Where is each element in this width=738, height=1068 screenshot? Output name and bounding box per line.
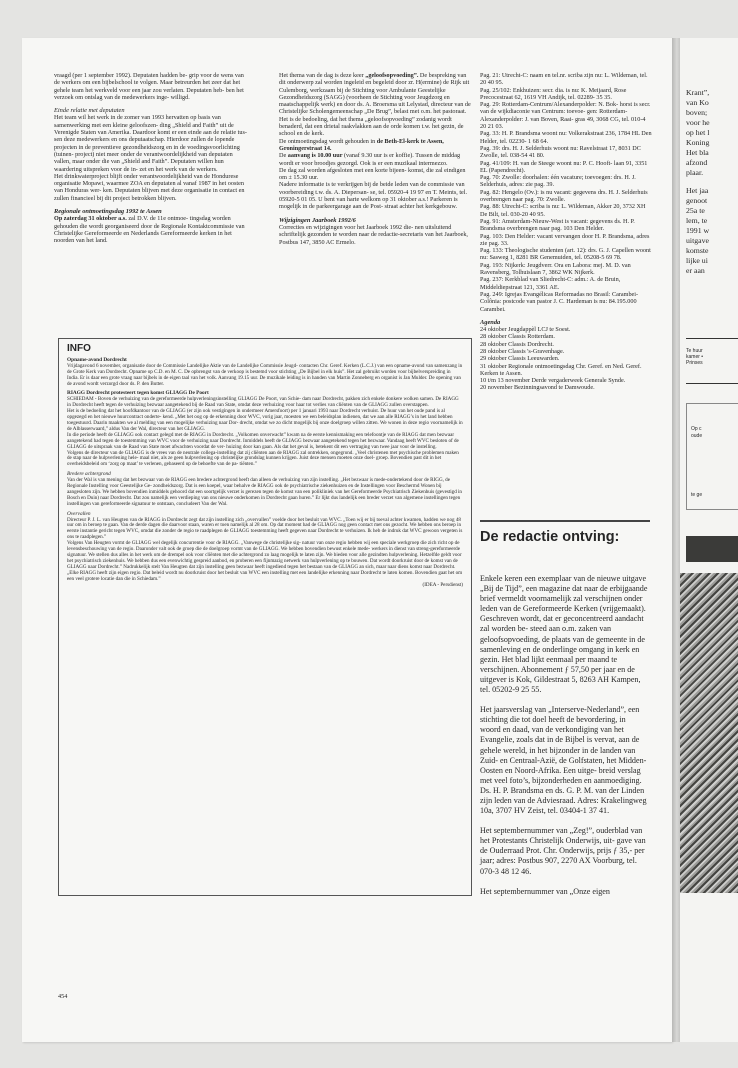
next-page-para bbox=[686, 88, 738, 178]
column-2 bbox=[279, 72, 471, 246]
correction-item: Pag. 88: Utrecht-C: scriba is nu: L. Wildeman, Akker 20, 3732 XH De Bilt, tel. 030-20 40 95. bbox=[480, 203, 646, 218]
agenda-item: 28 oktober Classis Dordrecht. bbox=[480, 340, 554, 348]
next-line: 1991 w bbox=[686, 226, 710, 235]
info-title: INFO bbox=[67, 343, 91, 354]
agenda-item: 31 oktober Regionale ontmoetingsdag Chr. Geref. en Ned. Geref. Kerken te Assen. bbox=[480, 362, 642, 377]
next-line: lijke ui bbox=[686, 256, 708, 265]
next-line: op het l bbox=[686, 128, 710, 137]
heading-einde-relatie: Einde relatie met deputaten bbox=[54, 107, 125, 115]
next-page-box bbox=[686, 403, 738, 510]
correction-item: Pag. 41/109: H. van de Steege woont nu: P. C. Hooft- laan 91, 3351 EL (Papendrecht). bbox=[480, 159, 648, 174]
redactie-p1: Enkele keren een exemplaar van de nieuwe uitgave „Bij de Tijd”, een magazine dat naar de erbijgaande brief vermeldt voornamelijk zal verschijnen onder leden van de Gereformeerde Kerken (vrijgemaakt). Geschreven wordt, dat er geconcentreerd aandacht zal worden be- steed aan o.m. zaken van geloofsopvoeding, de plaats van de gemeente in de samenleving en de onderlinge omgang in kerk en gezin. Het blad lijkt eenmaal per maand te verschijnen. Abonnement ƒ 57,50 per jaar en de uitgever is Kok, Gildestraat 5, 8263 AH Kampen, tel. 05202-9 25 55. bbox=[480, 574, 648, 695]
next-page-photo bbox=[680, 573, 738, 893]
info-signature: (IDEA - Persdienst) bbox=[422, 581, 463, 588]
caption-line: Prinses bbox=[686, 360, 703, 366]
col1-p2: Het drinkwaterproject blijft onder verantwoordelijkheid van de Hondurese organisatie Mopawi, waarmee ZOA en deputaten al vanaf 1987 in het oosten van Honduras wer- ken. Deputaten blijven met deze organisatie in contact en zullen financieel bij dit project betrokken blijven. bbox=[54, 172, 245, 202]
column-3 bbox=[480, 72, 652, 392]
redactie-p3: Het septembernummer van „Zeg!”, ouderblad van het Protestants Christelijk Onderwijs, uit- gave van de Ouderraad Prot. Chr. Onderwijs, prijs ƒ 35,- per jaar; adres: Postbus 907, 2270 AX Voorburg, tel. 070-3 48 12 46. bbox=[480, 826, 646, 876]
correction-item: Pag. 25/102: Enkhuizen: secr. dia. is nu: K. Meijaard, Rose Precocestraat 62, 1619 VH Andijk, tel. 02289- 35 35. bbox=[480, 86, 627, 101]
heading-agenda: Agenda bbox=[480, 318, 501, 326]
box-text: oude bbox=[691, 433, 703, 439]
col1-p1: Het team wil het werk in de zomer van 1993 hervatten op basis van samenwerking met een kleine geloofszen- ding „Shield and Faith” uit de Verenigde Staten van Amerika. Daardoor komt er een einde aan de relatie tus- sen deze medewerkers en ons deputaatschap. Hierdoor zullen de lopende projecten in de preventieve gezondheidszorg en in de voedingsvoorlichting (tuinen- project) niet meer onder de verantwoordelijkheid van deputaten vallen, maar onder die van „Shield and Faith”. Deputaten willen hun waardering uitspreken voor de in- zet en het werk van de werkers. bbox=[54, 114, 247, 173]
next-line: afzond bbox=[686, 158, 708, 167]
correction-item: Pag. 237: Kerkblad van Sliedrecht-C: adm.: A. de Bruin, Middeldiepstraat 121, 3361 AE. bbox=[480, 276, 621, 291]
next-line: er aan bbox=[686, 266, 705, 275]
heading-jaarboek: Wijzigingen Jaarboek 1992/6 bbox=[279, 216, 356, 224]
col2-p3 bbox=[279, 138, 471, 153]
col2-p4 bbox=[279, 152, 471, 167]
agenda-item: 28 oktober Classis Rotterdam. bbox=[480, 333, 555, 341]
correction-item: Pag. 82: Hengelo (Ov.): is nu vacant: gegevens drs. H. J. Selderhuis overbrengen naar pag. 70: Zwolle. bbox=[480, 188, 648, 204]
info-p7: Directeur P. J. L. van Heugten van de RIAGG in Dordrecht zegt dat zijn instelling zich „overvallen” voelde door het besluit van WVC. „Toen wij er bij toeval achter kwamen, hadden we nog 48 uur om in beroep te gaan. Van de derde dagen die daarvoor staan, waren er toen namelijk al 28 om. Op dat moment had de GLIAGG nog geen contact met ons gezocht. We hebben ons beroep in eerste instantie gericht tegen WVC, omdat die zonder de regio te raadplegen de GLIAGG toestemming heeft gegeven naar Dordrecht te verhuizen. Ik heb de indruk dat WVC gewoon vergeten is ons te raadplegen.” bbox=[67, 516, 463, 541]
col1-intro: vraagd (per 1 september 1992). Deputaten hadden be- grip voor de wens van de werkers om een bijbelschool te volgen. Maar betreurden het zeer dat het gehele team het werkveld voor een jaar zou verlaten. Deputaten heb- ben het verzoek om ontslag van de medewerkers inge- willigd. bbox=[54, 72, 244, 101]
next-line: komste bbox=[686, 246, 709, 255]
start-time-bold: aanvang is 10.00 uur bbox=[287, 152, 343, 160]
col2-p4b: (vanaf 9.30 uur is er koffie). Tussen de middag wordt er voor broodjes gezorgd. Ook is er een muzikaal intermezzo. bbox=[279, 152, 461, 167]
correction-item: Pag. 21: Utrecht-C: naam en tel.nr. scriba zijn nu: L. Wildeman, tel. 20 40 95. bbox=[480, 72, 648, 87]
info-heading-opname: Opname-avond Dordrecht bbox=[67, 356, 127, 363]
next-line: voor he bbox=[686, 118, 710, 127]
info-heading-achtergrond: Bredere achtergrond bbox=[67, 471, 111, 478]
correction-item: Pag. 103: Den Helder: vacant vervangen door H. P. Brandsma, adres zie pag. 33. bbox=[480, 232, 650, 247]
col2-p4a: De bbox=[279, 152, 288, 160]
next-line: genoot bbox=[686, 196, 708, 205]
correction-item: Pag. 39: drs. H. J. Selderhuis woont nu: Ravelstraat 17, 8031 DC Zwolle, tel. 038-54 41 80. bbox=[480, 144, 641, 160]
next-line: boven; bbox=[686, 108, 708, 117]
agenda-item: 24 oktober Jeugdappèl LCJ te Soest. bbox=[480, 326, 571, 334]
date-bold: Op zaterdag 31 oktober a.s. bbox=[54, 215, 127, 223]
next-line: 25a te bbox=[686, 206, 705, 215]
info-p8: Volgens Van Heugten vormt de GLIAGG wel degelijk concurrentie voor de RIAGG. „Vanwege de christelijke sig- natuur van onze regio hebben wij een speciale werkgroep die zich richt op de levensbeschouwing van de regio. Daaronder valt ook de groep die de doelgroep vormt van de GLIAGG. We hebben bovendien bewust enkele mede- werkers in dienst van streng-gereformeerde signatuur. We stellen dus alles in het werk om de drempel ook voor cliënten met die achtergrond zo laag mogelijk te laten zijn. We bieden voor alle gezindten hulpverlening. Hetzelfde geldt voor het psychiatrisch ziekenhuis. We hebben dus een evenwichtig gespreid aanbod, en proberen een fijnmazig netwerk van hulpverlening op te bouwen. Dat wordt doorkruist door de komst van de GLIAGG naar Dordrecht.” Nadrukkelijk stelt Van Heugten dat zijn instelling geen bezwaar heeft ingediend tegen het bestaan van de GLIAGG an sich, maar naar diens komst naar Dordrecht. „Elke RIAGG heeft zijn eigen regio. Dat beleid wordt nu doorkruist door het besluit van WVC een instelling met een landelijke erkenning naar Dordrecht te laten komen. Bovendien gaat het om een veel grotere locatie dan die in Schiedam.” bbox=[67, 540, 463, 582]
col1-p3 bbox=[54, 215, 250, 244]
correction-item: Pag. 193: Nijkerk: Jeugdverr. Ora en Labora: mej. M. D. van Ravensberg, Tolhuislaan 7, 3862 WK Nijkerk. bbox=[480, 261, 631, 277]
next-page-rule bbox=[686, 338, 738, 339]
page-right-edge bbox=[680, 38, 738, 1042]
info-box bbox=[58, 338, 472, 896]
theme-bold: „geloofsopvoeding”. bbox=[365, 72, 419, 79]
next-page-caption bbox=[686, 348, 703, 366]
info-p4: In die periode heeft de GLIAGG ook contact gelegd met de RIAGG in Dordrecht. „Volkomen onverwacht” kwam na de eerste kennismaking een telefoontje van de RIAGG dat men bezwaar aangetekend had tegen de toestemming van WVC voor de verhuizing naar Dordrecht. Inmiddels heeft de GLIAGG bezwaar aangetekend tegen het bezwaar. Vandaag heeft WVC besloten of de GLIAGG de uitspraak van de Raad van State moet afwachten voordat de ver- huizing door kan gaan. Als dat het geval is, betekent dit een vertraging van twee jaar voor de instelling. bbox=[67, 431, 459, 450]
col2-p1 bbox=[279, 72, 471, 116]
col2-p6: Nadere informatie is te verkrijgen bij de beide leden van de commissie van voorbereiding t.w. ds. A. Diepersan- se, tel. 05920-4 19 97 en T. Meints, tel. 05920-5 01 05. U bent van harte welkom op 31 oktober a.s.! Parkeren is mogelijk in de parkeergarage aan de Post- straat achter het kerkgebouw. bbox=[279, 181, 468, 211]
info-p5: Volgens de directeur van de GLIAGG is de vrees van de neutrale collega-instelling dat zij cliënten aan de RIAGG zal ontrekken, ongegrond. „Veel christenen met psychische problemen maken de stap naar de hulpverlening hele- maal niet, als ze geen hulpverlening op christelijke grondslag kunnen krijgen. Juist deze mensen moeten onze doel- groep. Bovendien past dit in het overheidsbeleid om ‘zorg op maat’ te verlenen, gebaseerd op de behoefte van de pa- tiënten.” bbox=[67, 449, 459, 468]
next-page-photo-small bbox=[686, 536, 738, 562]
box-text: Op c bbox=[691, 426, 702, 432]
caption-line: kamer • bbox=[686, 354, 704, 360]
redactie-heading: De redactie ontving: bbox=[480, 520, 650, 545]
correction-item: Pag. 249: Igrejas Evangélicas Reformadas no Brasil: Carambei-Colônia: postcode van pastor J. C. Hardeman is nu: 84.195.000 Carambei. bbox=[480, 290, 639, 313]
col2-p2: Het is de bedoeling, dat het thema „geloofsopvoeding” zodanig wordt benaderd, dat een drietal raakvlakken aan de orde komen t.w. het gezin, de school en de kerk. bbox=[279, 115, 464, 138]
page-number: 454 bbox=[58, 993, 68, 1000]
info-p2: SCHIEDAM - Boven de verhuizing van de gereformeerde hulpverleningsinstelling GLIAGG De Poort, van Schie- dam naar Dordrecht, pakken zich enkele donkere wolken samen. De RIAGG in Dordrecht heeft tegen de verhuizing bezwaar aangetekend bij de Raad van State, omdat deze verhuizing voor haar tot verlies van cliënten van de GLIAGG zullen overstappen. bbox=[67, 396, 459, 409]
col2-p5: De dag zal worden afgesloten met een korte bijeen- komst, die zal eindigen om ± 15.30 uur. bbox=[279, 166, 466, 182]
agenda-item: 28 oktober Classis 's-Gravenhage. bbox=[480, 347, 565, 355]
heading-ontmoetingsdag: Regionale ontmoetingsdag 1992 te Assen bbox=[54, 208, 162, 216]
agenda-item: 20 november Bezinningsavond te Damwoude. bbox=[480, 384, 595, 392]
next-line: Het bla bbox=[686, 148, 709, 157]
col2-p1a: Het thema van de dag is deze keer bbox=[279, 72, 366, 79]
next-line: Het jaa bbox=[686, 186, 709, 195]
correction-item: Pag. 29: Rotterdam-Centrum/Alexanderpolder: N. Bok- horst is secr. van de wijkdiaconie van Centrum: toevoe- gen: Rotterdam-Alexanderpolder: J. van Boven, Raai- gras 49, 3068 CG, tel. 010-4 20 21 03. bbox=[480, 101, 651, 131]
info-p1: Vrijdagavond 6 november, organisatie door de Commissie Landelijke Aktie van de Landelijke Commissie Jeugd- contacten Chr. Geref. Kerken (L.C.J.) van een opname-avond van samenzang in de Grote Kerk van Dordrecht. Opname op C.D. en M. C. De opbrengst van de verkoop is bestemd voor stichting „De Bijbel in elk huis”. Het zal gebruikt worden voor bijbelverspreiding in India. Er is daar een grote vraag naar bijbels in de eigen taal van het volk. Aanvang 19.15 uur. De muzikale leiding is in handen van Martin Zonneberg en organist is Jan Mulder. De opening van de avond wordt verzorgd door ds. P. den Butter. bbox=[67, 362, 463, 387]
col2-p7: Correcties en wijzigingen voor het Jaarboek 1992 die- nen uitsluitend schriftelijk gezonden te worden naar de redactie-secretaris van het Jaarboek, Postbus 147, 3850 AC Ermelo. bbox=[279, 223, 468, 246]
next-line: uitgave bbox=[686, 236, 709, 245]
correction-item: Pag. 33: H. P. Brandsma woont nu: Volkerakstraat 236, 1784 HL Den Helder, tel. 02230- 1 68 64. bbox=[480, 130, 652, 145]
col2-p3a: De ontmoetingsdag wordt gehouden in bbox=[279, 137, 377, 145]
info-heading-riagg: RIAGG Dordrecht protesteert tegen komst GLIAGG De Poort bbox=[67, 390, 209, 397]
next-page-rule bbox=[686, 383, 738, 384]
next-page-text bbox=[686, 88, 738, 284]
next-line: van Ko bbox=[686, 98, 709, 107]
next-line: Koning bbox=[686, 138, 710, 147]
book-gutter bbox=[672, 38, 680, 1042]
caption-line: Te huur bbox=[686, 348, 703, 354]
redactie-p4: Het septembernummer van „Onze eigen bbox=[480, 886, 610, 896]
agenda-item: 10 t/m 13 november Derde vergaderweek Generale Synde. bbox=[480, 377, 626, 385]
agenda-item: 29 oktober Classis Leeuwarden. bbox=[480, 355, 560, 363]
next-page-para bbox=[686, 186, 738, 276]
col2-p1b: De bespreking van dit onderwerp zal worden ingeleid en begeleid door zr. H(ermine) de Rijk uit Culemborg, werkzaam bij de Stichting voor Ambulante Geestelijke Gezondheidszorg (SAGG) (voorheen de Stichting voor Jeugdzorg en maatschappelijk werk) en door ds. A. Broersma uit Lelystad, directeur van de Christelijke Scholengemeenschap „De Brug”, belast met o.m. het pastoraat. bbox=[279, 72, 471, 116]
box-text: te ge bbox=[691, 492, 703, 498]
correction-item: Pag. 91: Amsterdam-Nieuw-West is vacant: gegevens ds. H. P. Brandsma overbrengen naar pag. 103 Den Helder. bbox=[480, 217, 635, 233]
column-1 bbox=[54, 72, 250, 245]
location-bold: de Beth-El-kerk te Assen, Groningerstraat 14. bbox=[279, 137, 444, 152]
correction-item: Pag. 70: Zwolle: doorhalen: één vacature; toevoegen: drs. H. J. Selderhuis, adres: zie pag. 39. bbox=[480, 174, 636, 189]
correction-item: Pag. 133: Theologische studenten (art. 12): drs. G. J. Capellen woont nu: Sasweg 1, 8281 BR Genemuiden, tel. 05208-5 69 78. bbox=[480, 247, 651, 262]
redactie-body bbox=[480, 574, 648, 907]
next-line: plaar. bbox=[686, 168, 704, 177]
info-p6: Van der Wal is van mening dat het bezwaar van de RIAGG een bredere achtergrond heeft dan alleen de verhuizing van zijn instelling. „Het bezwaar is mede-ondertekend door de RIGG, de Regionale Instelling voor Geestelijke Ge- zondheidszorg. Dat is een koepel, waar behalve de RIAGG ook de psychiatrische ziekenhuizen en de Instellingen voor Beschermd Wonen bij aangesloten zijn. We hebben bovendien inmiddels gehoord dat een soortgelijk verzet is gerezen tegen de komst van een polikliniek van het Gereformeerde Psychiatrisch Ziekenhuis (gevestigd in Bosch en Duin) naar Dordrecht. Dat zou namelijk een verdieping van ons nieuwe onderkomen in Dordrecht gaan huren.” Er lijkt dus landelijk een breder verzet van algemene instellingen tegen instellingen van gereformeerde signatuur te ontstaan, concludeert Van der Wal. bbox=[67, 477, 462, 507]
info-p3: Het is de bedoeling dat het hoofdkantoor van de GLIAGG (er zijn ook vestigingen in ondermeer Amersfoort) per 1 januari 1993 naar Dordrecht verhuist. De huur van het oude pand is al opgezegd en het nieuwe huurcontract onderte- kend. „Met het oog op de erkenning door WVC, vorig jaar, moesten we een beleidsplan indienen, dat we aan alle RIAGG’s in het land hebben toegestuurd. Daarin maakten we al melding van een mogelijke verhuizing naar Dor- drecht, omdat we zo dicht mogelijk bij onze doelgroep willen zitten. We wonen in deze regio voornamelijk in de Alblasserwaard,” aldus Van der Wal, directeur van het GLIAGG. bbox=[67, 408, 463, 432]
col1-p3-text: zal D.V. de 11e ontmoe- tingsdag worden gehouden die wordt georganiseerd door de Regionale Kontaktcommissie van Christelijke Gereformeerde en Nederlands Gereformeerde kerken in het noorden van het land. bbox=[54, 215, 245, 245]
info-heading-overvallen: Overvallen bbox=[67, 510, 91, 517]
next-line: lem, te bbox=[686, 216, 708, 225]
next-line: Krant”, bbox=[686, 88, 710, 97]
redactie-p2: Het jaarsverslag van „Interserve-Nederland”, een stichting die tot doel heeft de bevordering, in woord en daad, van de verkondiging van het Evangelie, zoals dat in de Bijbel is vervat, aan de gehele wereld, in het bijzonder in de landen van Zuid- en Centraal-Azië, de Golfstaten, het Midden-Oosten en Noord-Afrika. Een uitge- breid verslag met veel foto’s, bijzonderheden en aanmoediging. Ds. H. P. Brandsma en ds. G. P. M. van der Linden zijn leden van de Adviesraad. Adres: Krakelingweg 10a, 3707 HV Zeist, tel. 03404-1 37 41. bbox=[480, 705, 647, 816]
